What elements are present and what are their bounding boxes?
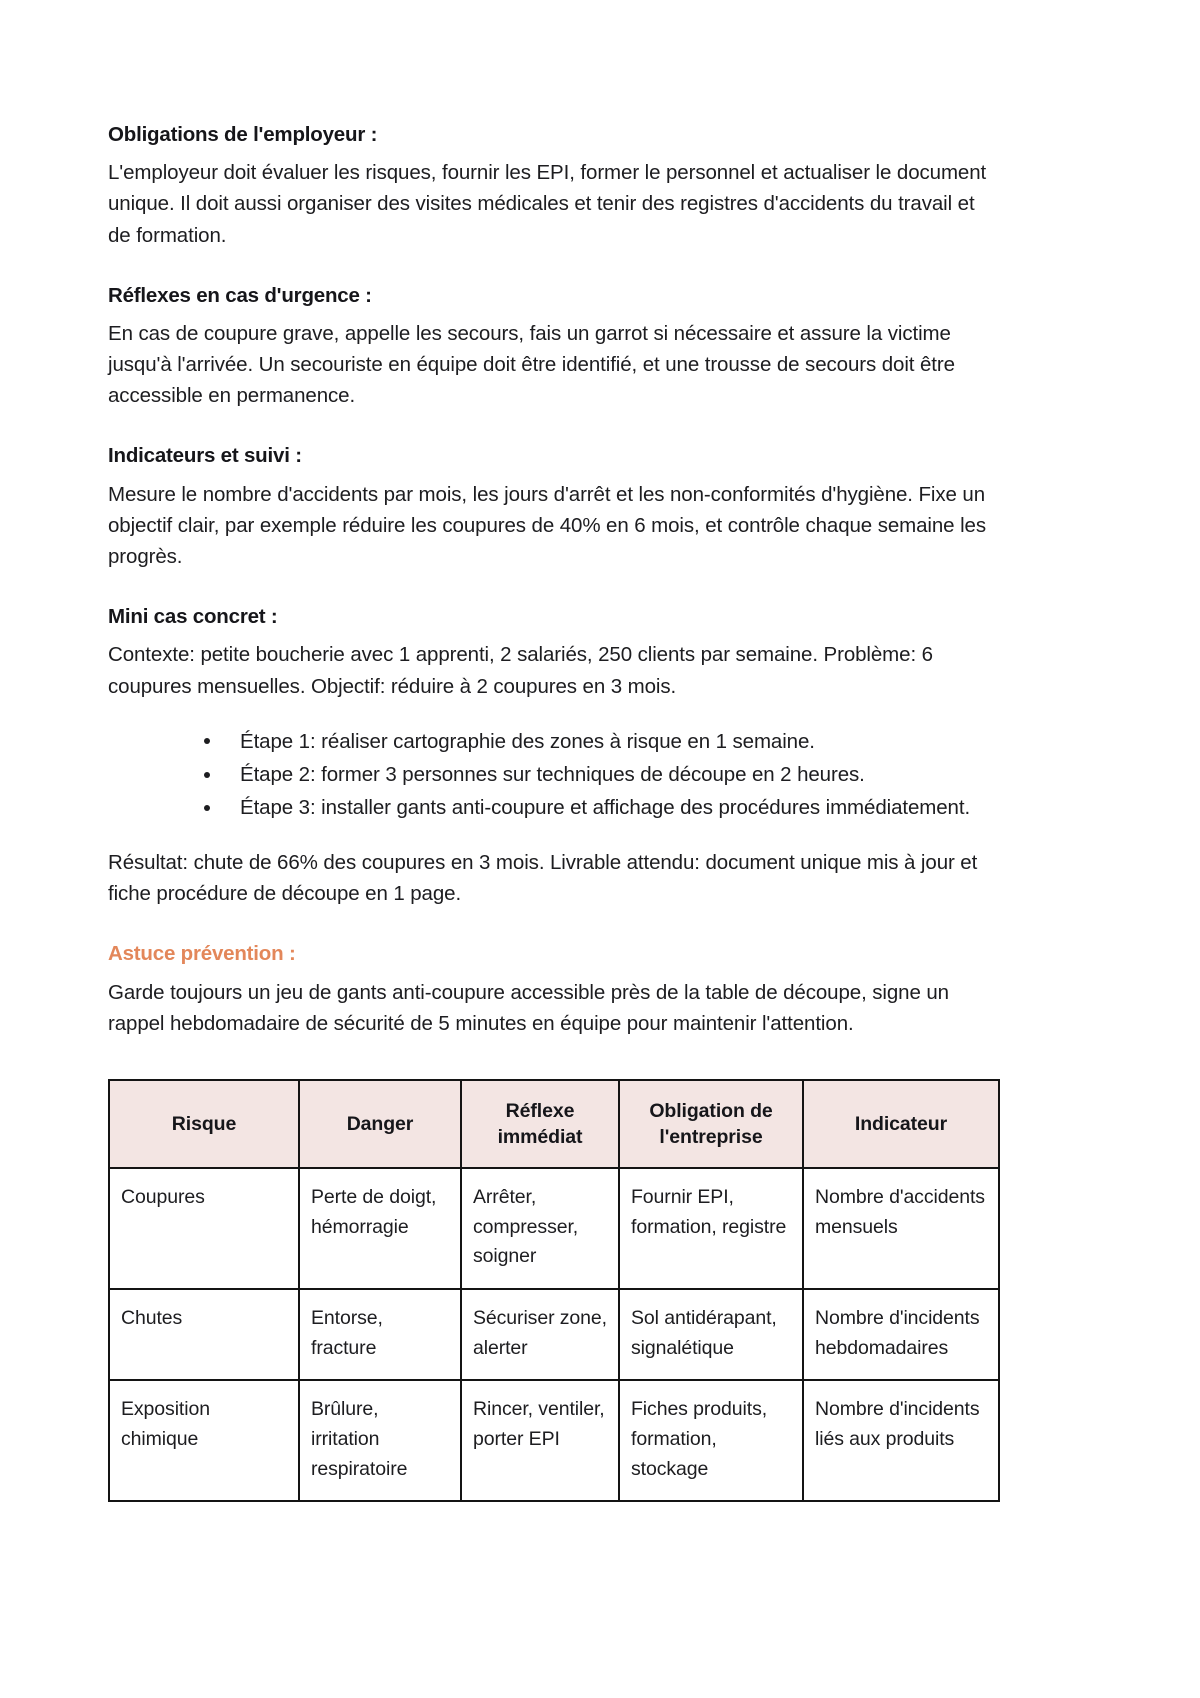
cell-obligation: Fournir EPI, formation, registre — [619, 1168, 803, 1289]
section-body: Mesure le nombre d'accidents par mois, les jours d'arrêt et les non-conformités d'hygiène. Fixe un objectif clair, par exemple réduire les coupures de 40% en 6 mois, et contrôle chaque semaine les progrès. — [108, 482, 986, 568]
list-item-label: Étape 1: réaliser cartographie des zones à risque en 1 semaine. — [240, 729, 815, 753]
section-reflexes-urgence — [108, 283, 1000, 412]
risk-table — [108, 1079, 1000, 1502]
table-row — [109, 1289, 999, 1380]
column-header-risque: Risque — [109, 1080, 299, 1168]
cell-risque: Coupures — [109, 1168, 299, 1289]
table-header-row — [109, 1080, 999, 1168]
section-body: Contexte: petite boucherie avec 1 apprenti, 2 salariés, 250 clients par semaine. Problème: 6 coupures mensuelles. Objectif: réduire à 2 coupures en 3 mois. — [108, 643, 933, 698]
steps-list — [108, 726, 1000, 823]
cell-reflexe: Sécuriser zone, alerter — [461, 1289, 619, 1380]
tip-heading: Astuce prévention : — [108, 942, 296, 966]
risk-table-container — [108, 1079, 1000, 1502]
column-header-obligation-entreprise: Obligation de l'entreprise — [619, 1080, 803, 1168]
bullet-icon — [204, 772, 210, 778]
document-content — [108, 122, 1000, 1502]
cell-indicateur: Nombre d'incidents hebdomadaires — [803, 1289, 999, 1380]
column-header-danger: Danger — [299, 1080, 461, 1168]
table-row — [109, 1168, 999, 1289]
cell-danger: Brûlure, irritation respiratoire — [299, 1380, 461, 1501]
list-item-label: Étape 2: former 3 personnes sur techniques de découpe en 2 heures. — [240, 762, 865, 786]
section-heading: Obligations de l'employeur : — [108, 123, 378, 146]
result-paragraph: Résultat: chute de 66% des coupures en 3 mois. Livrable attendu: document unique mis à jour et fiche procédure de découpe en 1 page. — [108, 851, 978, 906]
bullet-icon — [204, 805, 210, 811]
cell-danger: Entorse, fracture — [299, 1289, 461, 1380]
list-item — [204, 759, 1000, 790]
section-heading: Réflexes en cas d'urgence : — [108, 283, 372, 307]
section-mini-cas-concret — [108, 604, 1000, 909]
section-body: L'employeur doit évaluer les risques, fournir les EPI, former le personnel et actualiser le document unique. Il doit aussi organiser des visites médicales et tenir des registres d'accidents du travail et de formation. — [108, 161, 987, 247]
section-astuce-prevention — [108, 941, 1000, 1039]
bullet-icon — [204, 738, 210, 744]
list-item-label: Étape 3: installer gants anti-coupure et affichage des procédures immédiatement. — [240, 795, 971, 819]
list-item — [204, 726, 1000, 757]
cell-risque: Exposition chimique — [109, 1380, 299, 1501]
section-heading: Indicateurs et suivi : — [108, 444, 302, 468]
cell-obligation: Fiches produits, formation, stockage — [619, 1380, 803, 1501]
table-row — [109, 1380, 999, 1501]
section-body: En cas de coupure grave, appelle les secours, fais un garrot si nécessaire et assure la victime jusqu'à l'arrivée. Un secouriste en équipe doit être identifié, et une trousse de secours doit être accessible en permanence. — [108, 321, 955, 408]
cell-indicateur: Nombre d'incidents liés aux produits — [803, 1380, 999, 1501]
cell-reflexe: Rincer, ventiler, porter EPI — [461, 1380, 619, 1501]
section-heading: Mini cas concret : — [108, 605, 278, 629]
column-header-reflexe-immediat: Réflexe immédiat — [461, 1080, 619, 1168]
cell-obligation: Sol antidérapant, signalétique — [619, 1289, 803, 1380]
cell-risque: Chutes — [109, 1289, 299, 1380]
cell-danger: Perte de doigt, hémorragie — [299, 1168, 461, 1289]
section-obligations-employeur — [108, 122, 1000, 251]
cell-reflexe: Arrêter, compresser, soigner — [461, 1168, 619, 1289]
list-item — [204, 792, 1000, 823]
table-header — [109, 1080, 999, 1168]
section-indicateurs-suivi — [108, 443, 1000, 572]
cell-indicateur: Nombre d'accidents mensuels — [803, 1168, 999, 1289]
tip-body: Garde toujours un jeu de gants anti-coupure accessible près de la table de découpe, signe un rappel hebdomadaire de sécurité de 5 minutes en équipe pour maintenir l'attention. — [108, 980, 949, 1035]
column-header-indicateur: Indicateur — [803, 1080, 999, 1168]
table-body — [109, 1168, 999, 1501]
